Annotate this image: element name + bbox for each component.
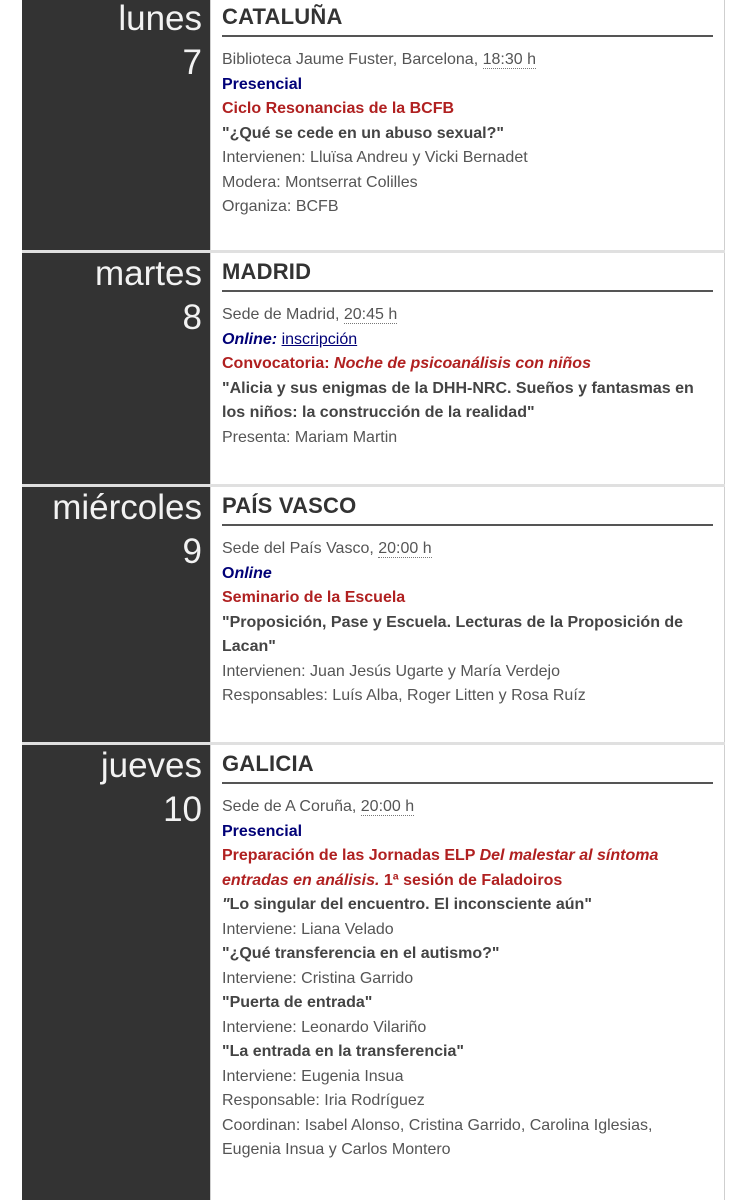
day-name: jueves	[100, 746, 202, 785]
cycle-prefix: Preparación de las Jornadas ELP	[222, 847, 480, 864]
talk-title: "La entrada en la transferencia"	[222, 1043, 464, 1060]
speakers: Intervienen: Lluïsa Andreu y Vicki Bernadet	[222, 149, 528, 166]
talk-title	[222, 893, 718, 918]
event-content	[210, 745, 725, 1200]
talk-title: "¿Qué transferencia en el autismo?"	[222, 945, 500, 962]
coordinators-line: Eugenia Insua y Carlos Montero	[222, 1141, 451, 1158]
venue-text: Sede de A Coruña,	[222, 798, 361, 815]
cycle-name: Noche de psicoanálisis con niños	[334, 355, 591, 372]
cycle-label: Seminario de la Escuela	[222, 589, 406, 606]
day-number: 7	[182, 43, 202, 82]
event-row	[0, 253, 739, 485]
event-time[interactable]: 20:45 h	[343, 306, 398, 323]
event-row	[0, 487, 739, 743]
cycle-label-cont	[222, 869, 718, 894]
venue	[222, 795, 718, 820]
talk-title: "Puerta de entrada"	[222, 994, 373, 1011]
mode-initial: O	[222, 564, 235, 582]
talk-title-line: "Proposición, Pase y Escuela. Lecturas de la Proposición de	[222, 613, 684, 631]
mode-rest: nline	[234, 564, 272, 582]
responsables: Responsables: Luís Alba, Roger Litten y Rosa Ruíz	[222, 687, 586, 704]
venue-text: Sede de Madrid,	[222, 306, 344, 323]
event-content	[210, 487, 725, 743]
cycle-name-cont: entradas en análisis.	[222, 871, 380, 889]
venue-text: Sede del País Vasco,	[222, 540, 379, 557]
day-cell	[22, 0, 210, 250]
region-title: CATALUÑA	[222, 4, 713, 37]
event-time[interactable]: 20:00 h	[378, 540, 432, 557]
event-time[interactable]: 18:30 h	[482, 51, 536, 68]
organizer: Organiza: BCFB	[222, 198, 339, 215]
day-number: 10	[163, 790, 202, 829]
venue-text: Biblioteca Jaume Fuster, Barcelona,	[222, 51, 483, 68]
day-name: miércoles	[52, 488, 202, 527]
region-title: PAÍS VASCO	[222, 493, 713, 526]
day-cell	[22, 745, 210, 1200]
cycle-label	[222, 352, 718, 377]
cycle-label: Ciclo Resonancias de la BCFB	[222, 100, 455, 117]
responsable: Responsable: Iria Rodríguez	[222, 1092, 425, 1109]
cycle-name: Del malestar al síntoma	[479, 847, 659, 864]
talk-title-line: "Alicia y sus enigmas de la DHH-NRC. Sueños y fantasmas en	[222, 379, 694, 397]
venue	[222, 303, 718, 328]
region-title: GALICIA	[222, 751, 713, 784]
registration-link[interactable]: inscripción	[281, 330, 358, 348]
talk-title-line: Lacan"	[222, 638, 276, 655]
venue	[222, 537, 718, 562]
day-name: lunes	[118, 0, 202, 38]
event-row	[0, 0, 739, 250]
mode-label: Presencial	[222, 75, 303, 93]
day-number: 8	[182, 298, 202, 337]
event-content	[210, 253, 725, 485]
mode-label	[222, 328, 718, 353]
event-row	[0, 745, 739, 1200]
day-name: martes	[95, 254, 202, 293]
day-cell	[22, 253, 210, 485]
venue	[222, 48, 718, 73]
talk-title-line: los niños: la construcción de la realidad"	[222, 404, 535, 421]
speakers: Intervienen: Juan Jesús Ugarte y María Verdejo	[222, 662, 560, 680]
day-cell	[22, 487, 210, 743]
talk-title-text: Lo singular del encuentro. El inconsciente aún"	[229, 896, 592, 913]
speaker: Interviene: Cristina Garrido	[222, 969, 414, 987]
cycle-label	[222, 844, 718, 869]
talk-title: "¿Qué se cede en un abuso sexual?"	[222, 124, 504, 142]
speaker: Interviene: Liana Velado	[222, 920, 394, 938]
presenter: Presenta: Mariam Martin	[222, 428, 398, 446]
coordinators-line: Coordinan: Isabel Alonso, Cristina Garrido, Carolina Iglesias,	[222, 1116, 653, 1134]
speaker: Interviene: Leonardo Vilariño	[222, 1018, 427, 1036]
cycle-prefix: Convocatoria:	[222, 355, 335, 372]
region-title: MADRID	[222, 259, 713, 292]
mode-label: Presencial	[222, 822, 303, 840]
speaker: Interviene: Eugenia Insua	[222, 1067, 404, 1085]
quote-mark: "	[222, 896, 230, 913]
event-content	[210, 0, 725, 250]
event-time[interactable]: 20:00 h	[360, 798, 415, 815]
mode-text: Online:	[222, 330, 278, 348]
day-number: 9	[182, 532, 202, 571]
mode-label	[222, 562, 718, 587]
cycle-session: 1ª sesión de Faladoiros	[379, 871, 563, 889]
moderator: Modera: Montserrat Colilles	[222, 173, 418, 191]
